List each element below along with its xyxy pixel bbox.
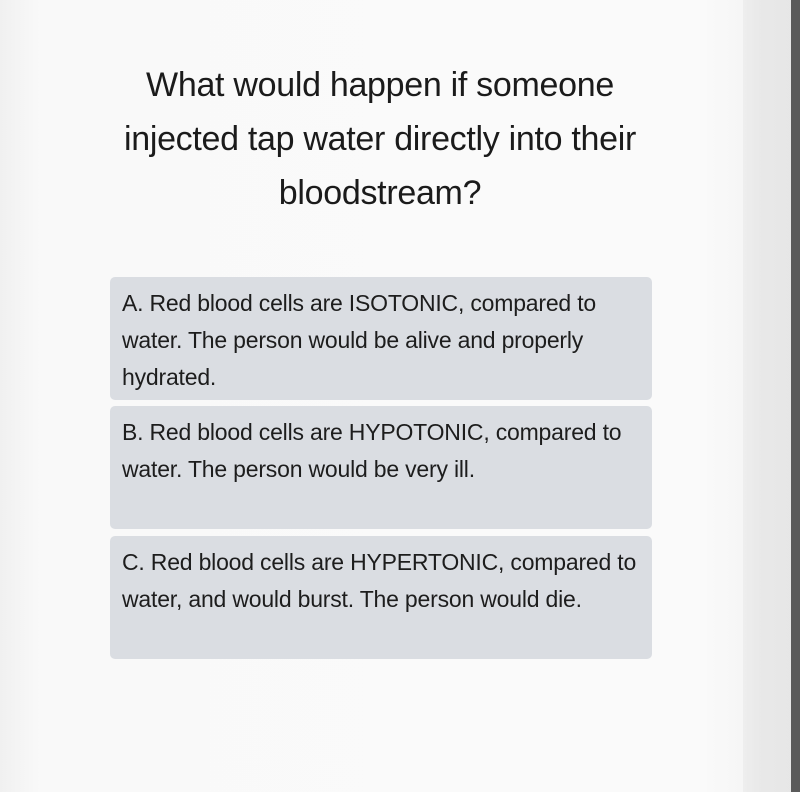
question-text: What would happen if someone injected tap water directly into their bloodstream? [123, 66, 637, 212]
answer-option-c[interactable]: C. Red blood cells are HYPERTONIC, compared to water, and would burst. The person would die. [110, 536, 652, 659]
answer-option-a[interactable]: A. Red blood cells are ISOTONIC, compared to water. The person would be alive and properly hydrated. [110, 277, 652, 400]
answer-option-b[interactable]: B. Red blood cells are HYPOTONIC, compared to water. The person would be very ill. [110, 406, 652, 529]
scrollbar-edge [791, 0, 800, 792]
